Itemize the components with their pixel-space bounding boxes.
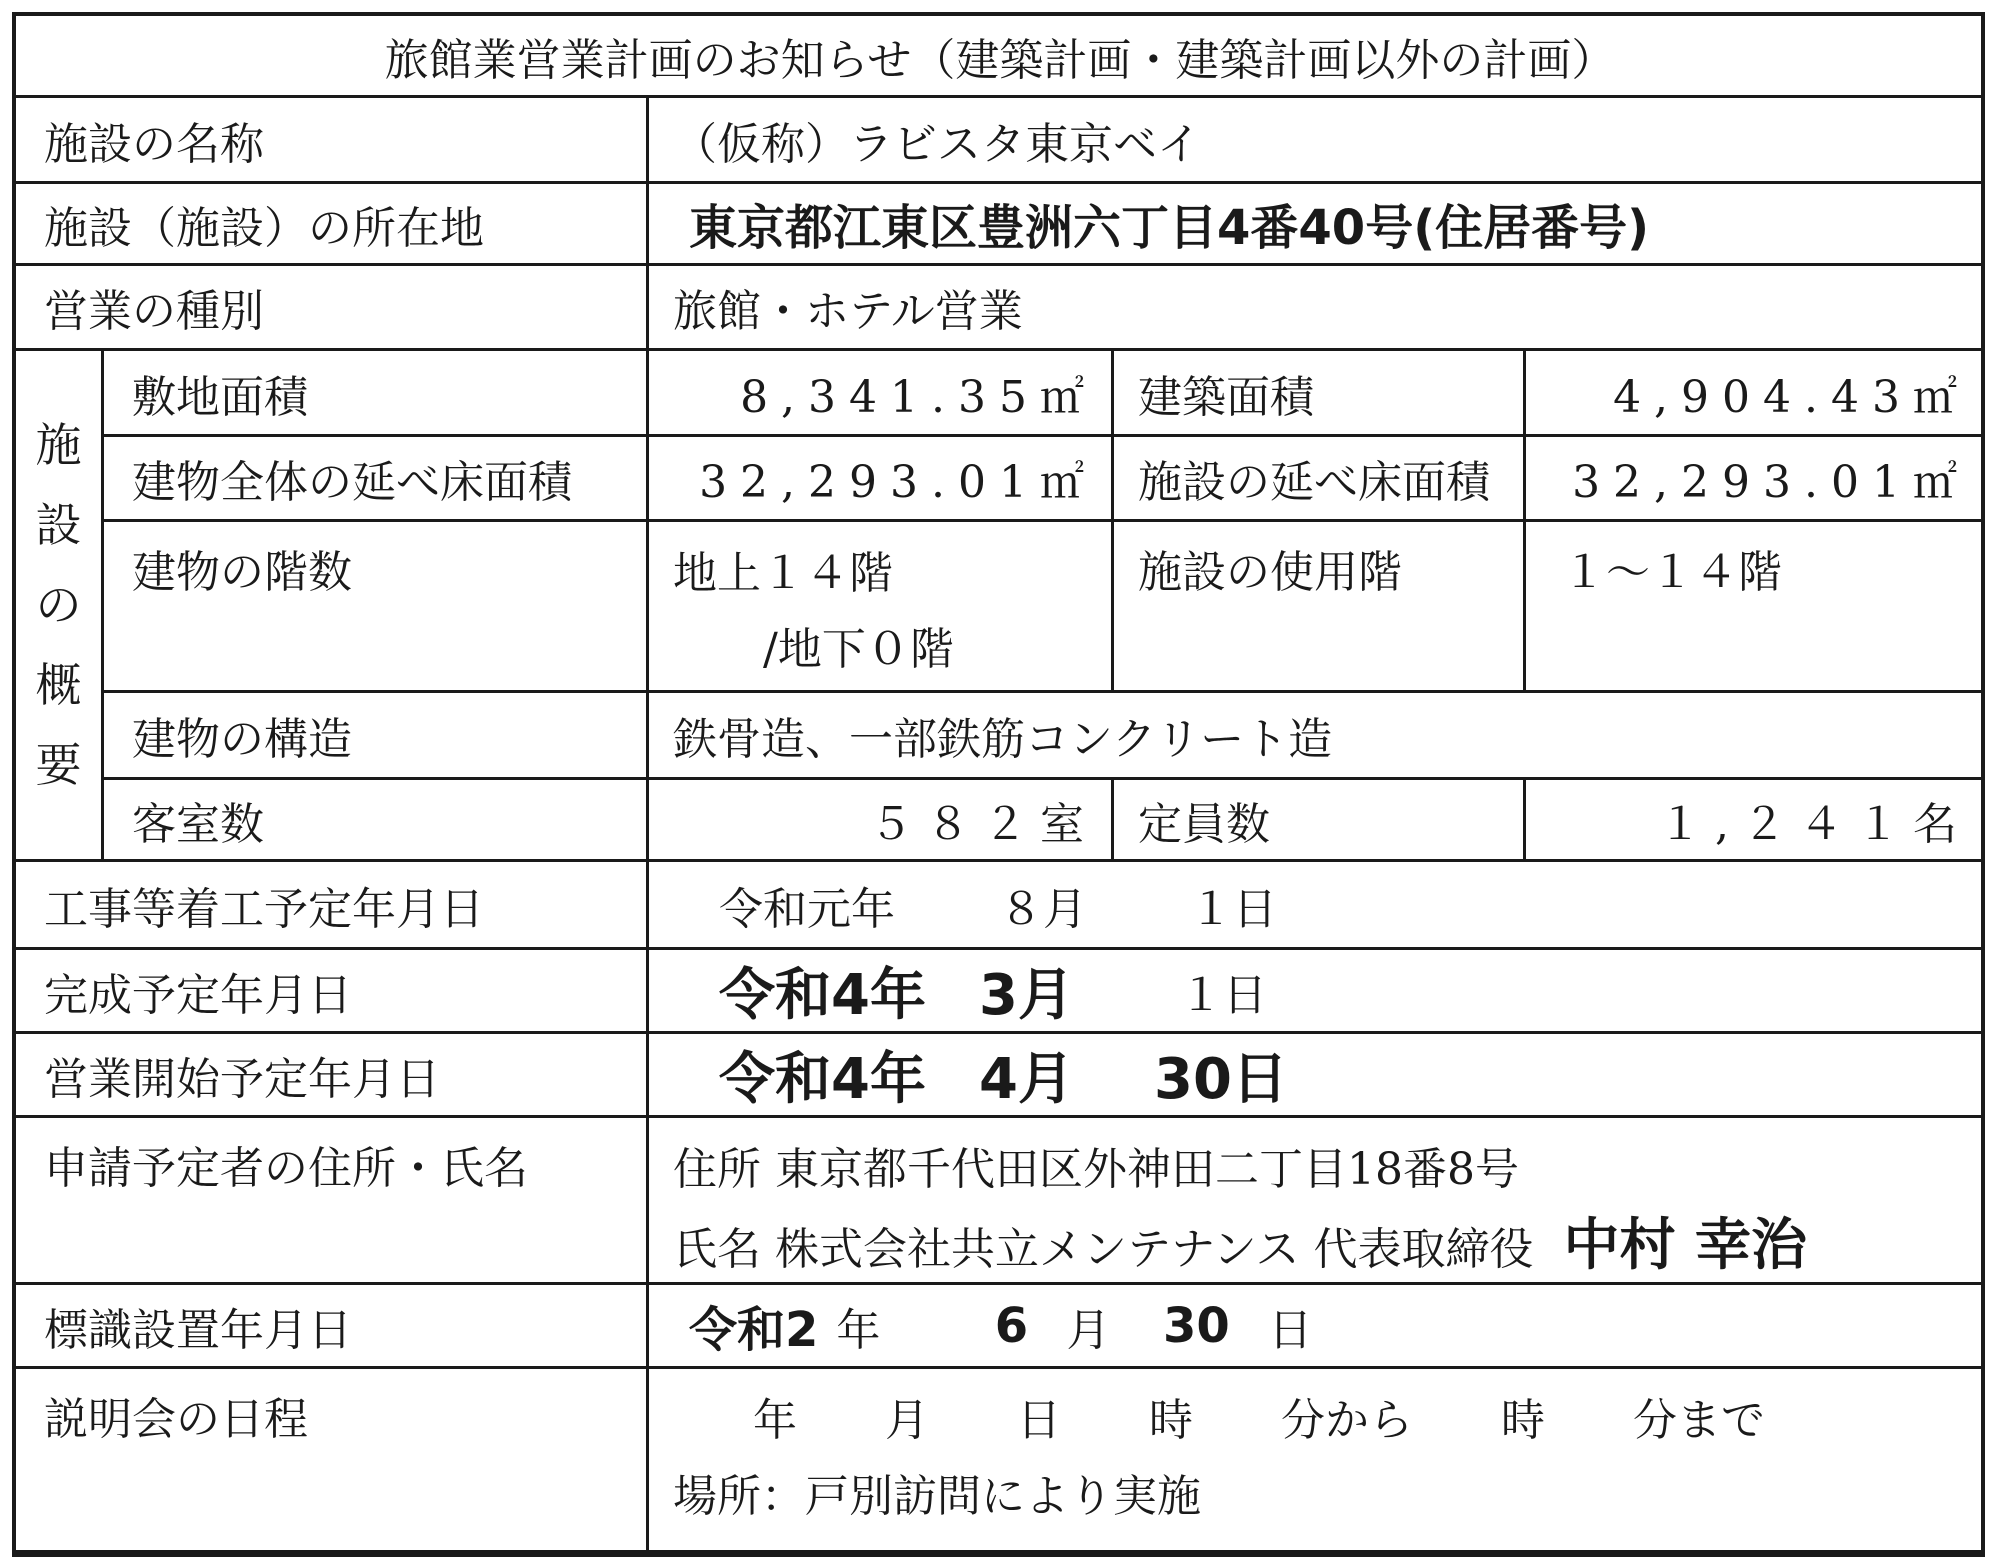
location-value: 東京都江東区豊洲六丁目4番40号(住居番号) (649, 184, 1984, 266)
rooms-value: ５８２室 (649, 780, 1114, 862)
briefing-schedule: 年 月 日 時 分から 時 分まで (753, 1395, 1765, 1446)
notice-form (12, 12, 1985, 1557)
site-area-value: 8,341.35㎡ (649, 351, 1114, 437)
building-area-value: 4,904.43㎡ (1526, 351, 1984, 437)
construction-start-year: 令和元年 (719, 883, 895, 935)
used-floors-label: 施設の使用階 (1114, 522, 1526, 693)
sign-installed-value (649, 1285, 1984, 1369)
opening-year: 令和4年 (719, 1046, 926, 1112)
rooms-label: 客室数 (104, 780, 649, 862)
used-floors-value: １～１４階 (1526, 522, 1984, 693)
construction-start-value (649, 862, 1984, 950)
business-type-value: 旅館・ホテル営業 (649, 266, 1984, 351)
opening-value (649, 1034, 1984, 1118)
total-floor-area-label: 建物全体の延べ床面積 (104, 437, 649, 522)
overview-char: 設 (35, 498, 82, 552)
construction-start-day: １日 (1189, 883, 1277, 935)
applicant-name-prefix: 氏名 株式会社共立メンテナンス 代表取締役 (673, 1224, 1534, 1275)
floors-value (649, 522, 1114, 693)
applicant-label: 申請予定者の住所・氏名 (16, 1118, 649, 1285)
site-area-label: 敷地面積 (104, 351, 649, 437)
completion-month: 3月 (979, 962, 1074, 1028)
sign-month-unit: 月 (1066, 1304, 1111, 1356)
sign-installed-label: 標識設置年月日 (16, 1285, 649, 1369)
completion-day: １日 (1179, 969, 1267, 1021)
applicant-value (649, 1118, 1984, 1285)
applicant-name-line (673, 1208, 1807, 1285)
completion-year: 令和4年 (719, 962, 926, 1028)
sign-month: 6 (994, 1297, 1029, 1354)
total-floor-area-value: 32,293.01㎡ (649, 437, 1114, 522)
building-area-label: 建築面積 (1114, 351, 1526, 437)
facility-floor-area-label: 施設の延べ床面積 (1114, 437, 1526, 522)
overview-char: 施 (35, 418, 82, 472)
applicant-name: 中村 幸治 (1563, 1213, 1807, 1278)
structure-value: 鉄骨造、一部鉄筋コンクリート造 (649, 693, 1984, 780)
completion-label: 完成予定年月日 (16, 950, 649, 1034)
applicant-address: 住所 東京都千代田区外神田二丁目18番8号 (673, 1144, 1519, 1195)
sign-day: 30 (1163, 1297, 1230, 1354)
floors-label: 建物の階数 (104, 522, 649, 693)
facility-name-value: （仮称）ラビスタ東京ベイ (649, 98, 1984, 184)
briefing-place: 場所：戸別訪問により実施 (673, 1471, 1201, 1522)
construction-start-month: ８月 (999, 883, 1087, 935)
business-type-label: 営業の種別 (16, 266, 649, 351)
sign-era: 令和2 (689, 1302, 819, 1358)
structure-label: 建物の構造 (104, 693, 649, 780)
capacity-value: １,２４１名 (1526, 780, 1984, 862)
floors-above: 地上１４階 (673, 548, 893, 599)
facility-name-label: 施設の名称 (16, 98, 649, 184)
overview-char: 概 (35, 658, 82, 712)
sign-day-unit: 日 (1268, 1304, 1313, 1356)
completion-value (649, 950, 1984, 1034)
opening-day: 30日 (1154, 1046, 1288, 1112)
facility-floor-area-value: 32,293.01㎡ (1526, 437, 1984, 522)
overview-group-label (16, 351, 104, 862)
floors-below: /地下０階 (763, 624, 954, 675)
opening-label: 営業開始予定年月日 (16, 1034, 649, 1118)
location-label: 施設（施設）の所在地 (16, 184, 649, 266)
overview-char: 要 (35, 738, 82, 792)
overview-char: の (35, 578, 82, 632)
briefing-label: 説明会の日程 (16, 1369, 649, 1553)
opening-month: 4月 (979, 1046, 1074, 1112)
briefing-value (649, 1369, 1984, 1553)
construction-start-label: 工事等着工予定年月日 (16, 862, 649, 950)
capacity-label: 定員数 (1114, 780, 1526, 862)
sign-year-unit: 年 (836, 1304, 881, 1356)
form-title: 旅館業営業計画のお知らせ（建築計画・建築計画以外の計画） (16, 16, 1984, 98)
